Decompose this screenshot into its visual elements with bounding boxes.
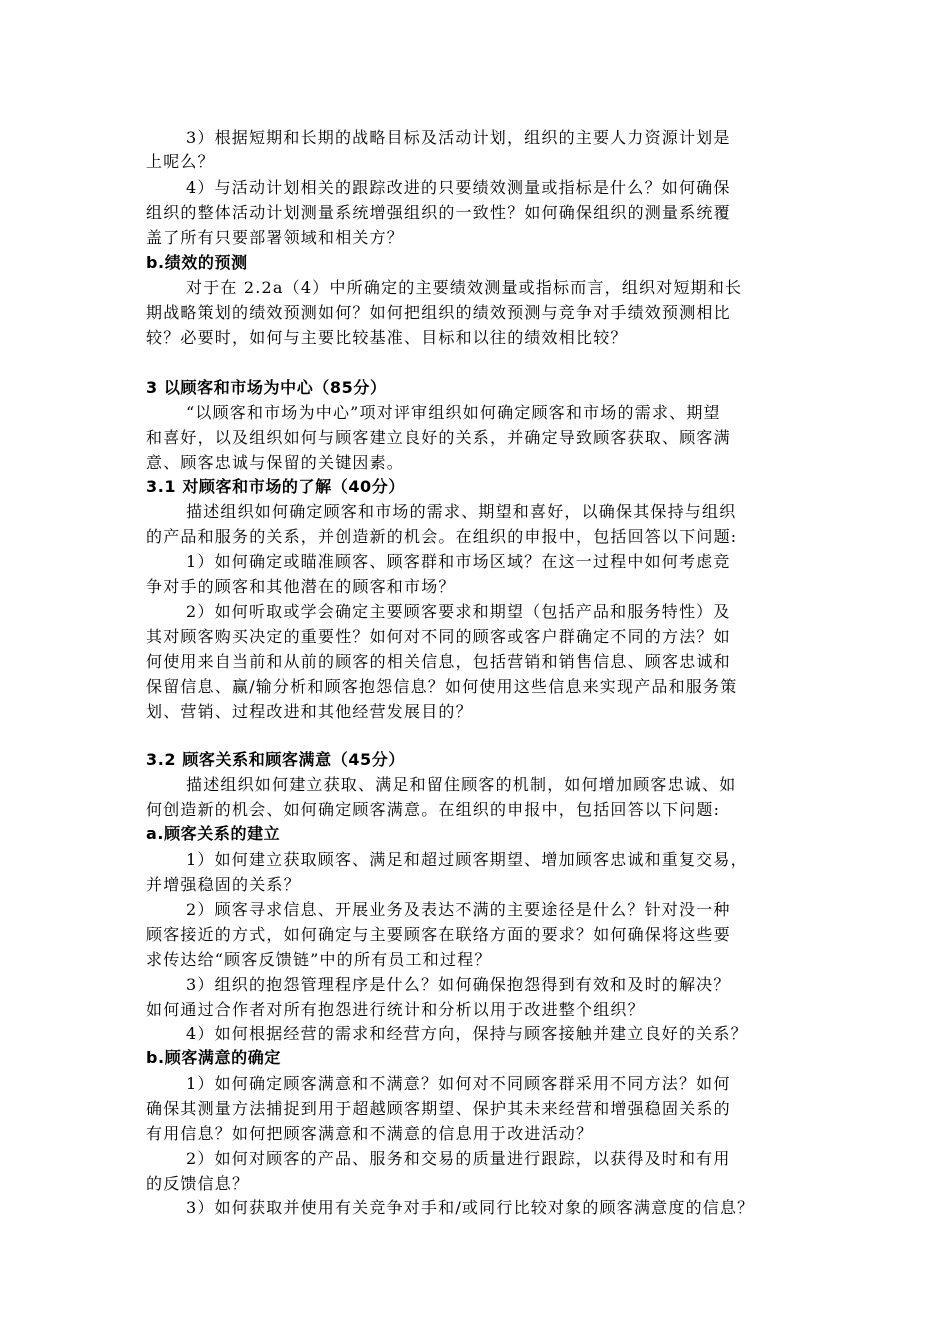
text-line: 划、营销、过程改进和其他经营发展目的？ — [146, 702, 473, 721]
text-line: 1）如何确定或瞄准顾客、顾客群和市场区域？在这一过程中如何考虑竞 — [186, 552, 731, 571]
text-line: 何创造新的机会、如何确定顾客满意。在组织的申报中，包括回答以下问题: — [146, 800, 721, 819]
text-line: 组织的整体活动计划测量系统增强组织的一致性？如何确保组织的测量系统覆 — [146, 203, 731, 222]
text-line: 其对顾客购买决定的重要性？如何对不同的顾客或客户群确定不同的方法？如 — [146, 627, 731, 646]
text-line: 2）如何听取或学会确定主要顾客要求和期望（包括产品和服务特性）及 — [186, 602, 731, 621]
text-line: 1）如何确定顾客满意和不满意？如何对不同顾客群采用不同方法？如何 — [186, 1074, 731, 1093]
text-line: 意、顾客忠诚与保留的关键因素。 — [146, 453, 405, 472]
chapter-heading: 3 以顾客和市场为中心（85分） — [146, 378, 387, 397]
text-line: 期战略策划的绩效预测如何？如何把组织的绩效预测与竞争对手绩效预测相比 — [146, 303, 731, 322]
text-line: 何使用来自当前和从前的顾客的相关信息，包括营销和销售信息、顾客忠诚和 — [146, 652, 731, 671]
text-line: 4）与活动计划相关的跟踪改进的只要绩效测量或指标是什么？如何确保 — [186, 178, 731, 197]
text-line: 4）如何根据经营的需求和经营方向，保持与顾客接触并建立良好的关系？ — [186, 1024, 748, 1043]
text-line: 和喜好，以及组织如何与顾客建立良好的关系，并确定导致顾客获取、顾客满 — [146, 428, 731, 447]
section-heading: 3.2 顾客关系和顾客满意（45分） — [146, 750, 405, 769]
section-heading: b.绩效的预测 — [146, 253, 248, 272]
text-line: 如何通过合作者对所有抱怨进行统计和分析以用于改进整个组织？ — [146, 1000, 645, 1019]
text-line: 描述组织如何确定顾客和市场的需求、期望和喜好，以确保其保持与组织 — [186, 502, 737, 521]
text-line: 确保其测量方法捕捉到用于超越顾客期望、保护其未来经营和增强稳固关系的 — [146, 1099, 731, 1118]
section-heading: 3.1 对顾客和市场的了解（40分） — [146, 477, 405, 496]
text-line: 保留信息、赢/输分析和顾客抱怨信息？如何使用这些信息来实现产品和服务策 — [146, 677, 738, 696]
text-line: “以顾客和市场为中心”项对评审组织如何确定顾客和市场的需求、期望 — [186, 403, 721, 422]
subsection-heading: a.顾客关系的建立 — [146, 824, 281, 843]
text-line: 2）如何对顾客的产品、服务和交易的质量进行跟踪，以获得及时和有用 — [186, 1149, 731, 1168]
text-line: 3）根据短期和长期的战略目标及活动计划，组织的主要人力资源计划是 — [186, 128, 731, 147]
text-line: 3）如何获取并使用有关竞争对手和/或同行比较对象的顾客满意度的信息？ — [186, 1198, 755, 1217]
text-line: 顾客接近的方式，如何确定与主要顾客在联络方面的要求？如何确保将这些要 — [146, 925, 731, 944]
text-line: 对于在 2.2a（4）中所确定的主要绩效测量或指标而言，组织对短期和长 — [186, 278, 743, 297]
text-line: 求传达给“顾客反馈链”中的所有员工和过程？ — [146, 950, 492, 969]
text-line: 并增强稳固的关系？ — [146, 875, 301, 894]
subsection-heading: b.顾客满意的确定 — [146, 1048, 281, 1067]
text-line: 描述组织如何建立获取、满足和留住顾客的机制，如何增加顾客忠诚、如 — [186, 775, 737, 794]
text-line: 1）如何建立获取顾客、满足和超过顾客期望、增加顾客忠诚和重复交易， — [186, 850, 748, 869]
text-line: 较？必要时，如何与主要比较基准、目标和以往的绩效相比较？ — [146, 328, 628, 347]
text-line: 的反馈信息？ — [146, 1174, 250, 1193]
text-line: 3）组织的抱怨管理程序是什么？如何确保抱怨得到有效和及时的解决？ — [186, 975, 731, 994]
text-line: 争对手的顾客和其他潜在的顾客和市场？ — [146, 577, 456, 596]
text-line: 上呢么？ — [146, 152, 215, 171]
text-line: 盖了所有只要部署领域和相关方？ — [146, 228, 405, 247]
text-line: 2）顾客寻求信息、开展业务及表达不满的主要途径是什么？针对没一种 — [186, 900, 731, 919]
text-line: 的产品和服务的关系，并创造新的机会。在组织的申报中，包括回答以下问题: — [146, 527, 738, 546]
text-line: 有用信息？如何把顾客满意和不满意的信息用于改进活动？ — [146, 1124, 594, 1143]
